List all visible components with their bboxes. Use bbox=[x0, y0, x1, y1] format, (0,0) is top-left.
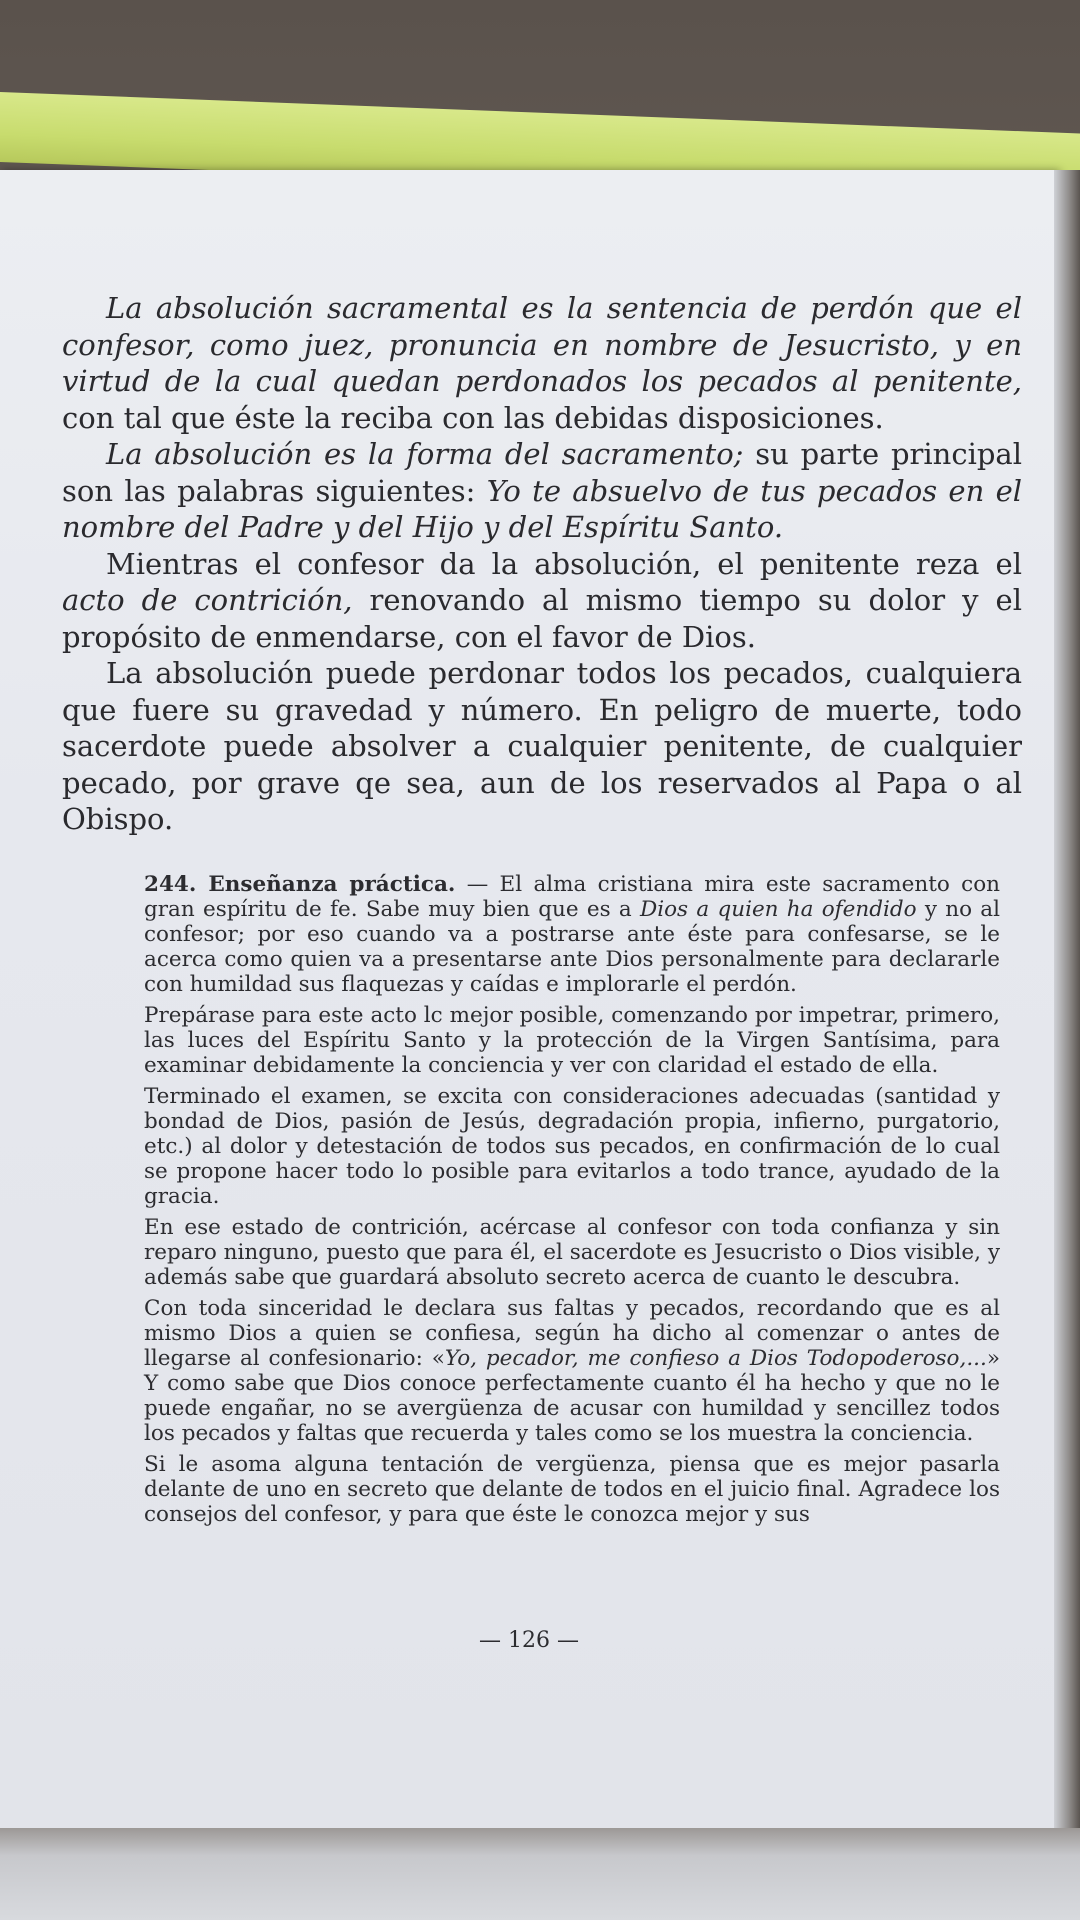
text-segment: Con toda sinceridad le declara sus faltas y pecados, recordando que es al mismo Dios a quien se confiesa, según ha dicho al comenzar o antes de llegarse al confesionario: « bbox=[144, 1295, 1000, 1371]
page-right-edge bbox=[1054, 170, 1080, 1830]
italic-text-segment: La absolución es la forma del sacramento; bbox=[106, 437, 744, 471]
italic-text-segment: Dios a quien ha ofendido bbox=[640, 896, 917, 922]
practical-paragraph bbox=[144, 1215, 1000, 1290]
text-segment: y no al confesor; por eso cuando va a postrarse ante éste para confesarse, se le acerca como quien va a presentarse ante Dios personalmente para declararle con humildad sus flaquezas y caídas e implorarle el perdón. bbox=[144, 896, 1000, 997]
section-heading: 244. Enseñanza práctica. bbox=[144, 871, 456, 897]
text-segment: renovando al mismo tiempo su dolor y el propósito de enmendarse, con el favor de Dios. bbox=[62, 583, 1022, 654]
italic-text-segment: Yo, pecador, me confieso a Dios Todopoderoso,... bbox=[444, 1345, 987, 1371]
practical-paragraph bbox=[144, 1296, 1000, 1446]
practical-section bbox=[144, 872, 1000, 1527]
italic-text-segment: acto de contrición, bbox=[62, 583, 353, 617]
text-segment: con tal que éste la reciba con las debidas disposiciones. bbox=[62, 400, 884, 435]
text-segment: Si le asoma alguna tentación de vergüenza, piensa que es mejor pasarla delante de uno en secreto que delante de todos en el juicio final. Agradece los consejos del confesor, y para que éste le conozca mejor y sus bbox=[144, 1451, 1000, 1527]
body-paragraph bbox=[62, 436, 1022, 546]
italic-text-segment: La absolución sacramental es la sentencia de perdón que el confesor, como juez, pronuncia en nombre de Jesucristo, y en virtud de la cual quedan perdonados los pecados al penitente, bbox=[62, 291, 1022, 398]
text-segment: Mientras el confesor da la absolución, el penitente reza el bbox=[106, 546, 1022, 581]
text-segment: Prepárase para este acto lc mejor posible, comenzando por impetrar, primero, las luces del Espíritu Santo y la protección de la Virgen Santísima, para examinar debidamente la conciencia y ver con claridad el estado de ella. bbox=[144, 1002, 1000, 1078]
text-segment: Terminado el examen, se excita con consideraciones adecuadas (santidad y bondad de Dios, pasión de Jesús, degradación propia, infierno, purgatorio, etc.) al dolor y detestación de todos sus pecados, en confirmación de lo cual se propone hacer todo lo posible para evitarlos a todo trance, ayudado de la gracia. bbox=[144, 1083, 1000, 1209]
page-bottom-edge bbox=[0, 1828, 1080, 1920]
text-segment: En ese estado de contrición, acércase al confesor con toda confianza y sin reparo ninguno, puesto que para él, el sacerdote es Jesucristo o Dios visible, y además sabe que guardará absoluto secreto acerca de cuanto le descubra. bbox=[144, 1214, 1000, 1290]
main-text bbox=[62, 290, 1022, 838]
page-content bbox=[62, 290, 1022, 1533]
body-paragraph bbox=[62, 655, 1022, 838]
body-paragraph bbox=[62, 290, 1022, 436]
italic-text-segment: Yo te absuelvo de tus pecados en el nombre del Padre y del Hijo y del Espíritu Santo. bbox=[62, 473, 1023, 544]
text-segment: La absolución puede perdonar todos los pecados, cualquiera que fuere su gravedad y número. En peligro de muerte, todo sacerdote puede absolver a cualquier penitente, de cualquier pecado, por grave qe sea, aun de los reservados al Papa o al Obispo. bbox=[62, 656, 1022, 836]
page-number: — 126 — bbox=[479, 1628, 579, 1653]
text-segment: su parte principal son las palabras siguientes: bbox=[62, 437, 1022, 508]
practical-paragraph bbox=[144, 1084, 1000, 1209]
practical-paragraph bbox=[144, 872, 1000, 997]
practical-paragraph bbox=[144, 1003, 1000, 1078]
body-paragraph bbox=[62, 546, 1022, 656]
text-segment: — El alma cristiana mira este sacramento con gran espíritu de fe. Sabe muy bien que es a bbox=[144, 871, 1000, 922]
practical-paragraph bbox=[144, 1452, 1000, 1527]
text-segment: » Y como sabe que Dios conoce perfectamente cuanto él ha hecho y que no le puede engañar, no se avergüenza de acusar con humildad y sencillez todos los pecados y faltas que recuerda y tales como se los muestra la conciencia. bbox=[144, 1345, 1000, 1446]
